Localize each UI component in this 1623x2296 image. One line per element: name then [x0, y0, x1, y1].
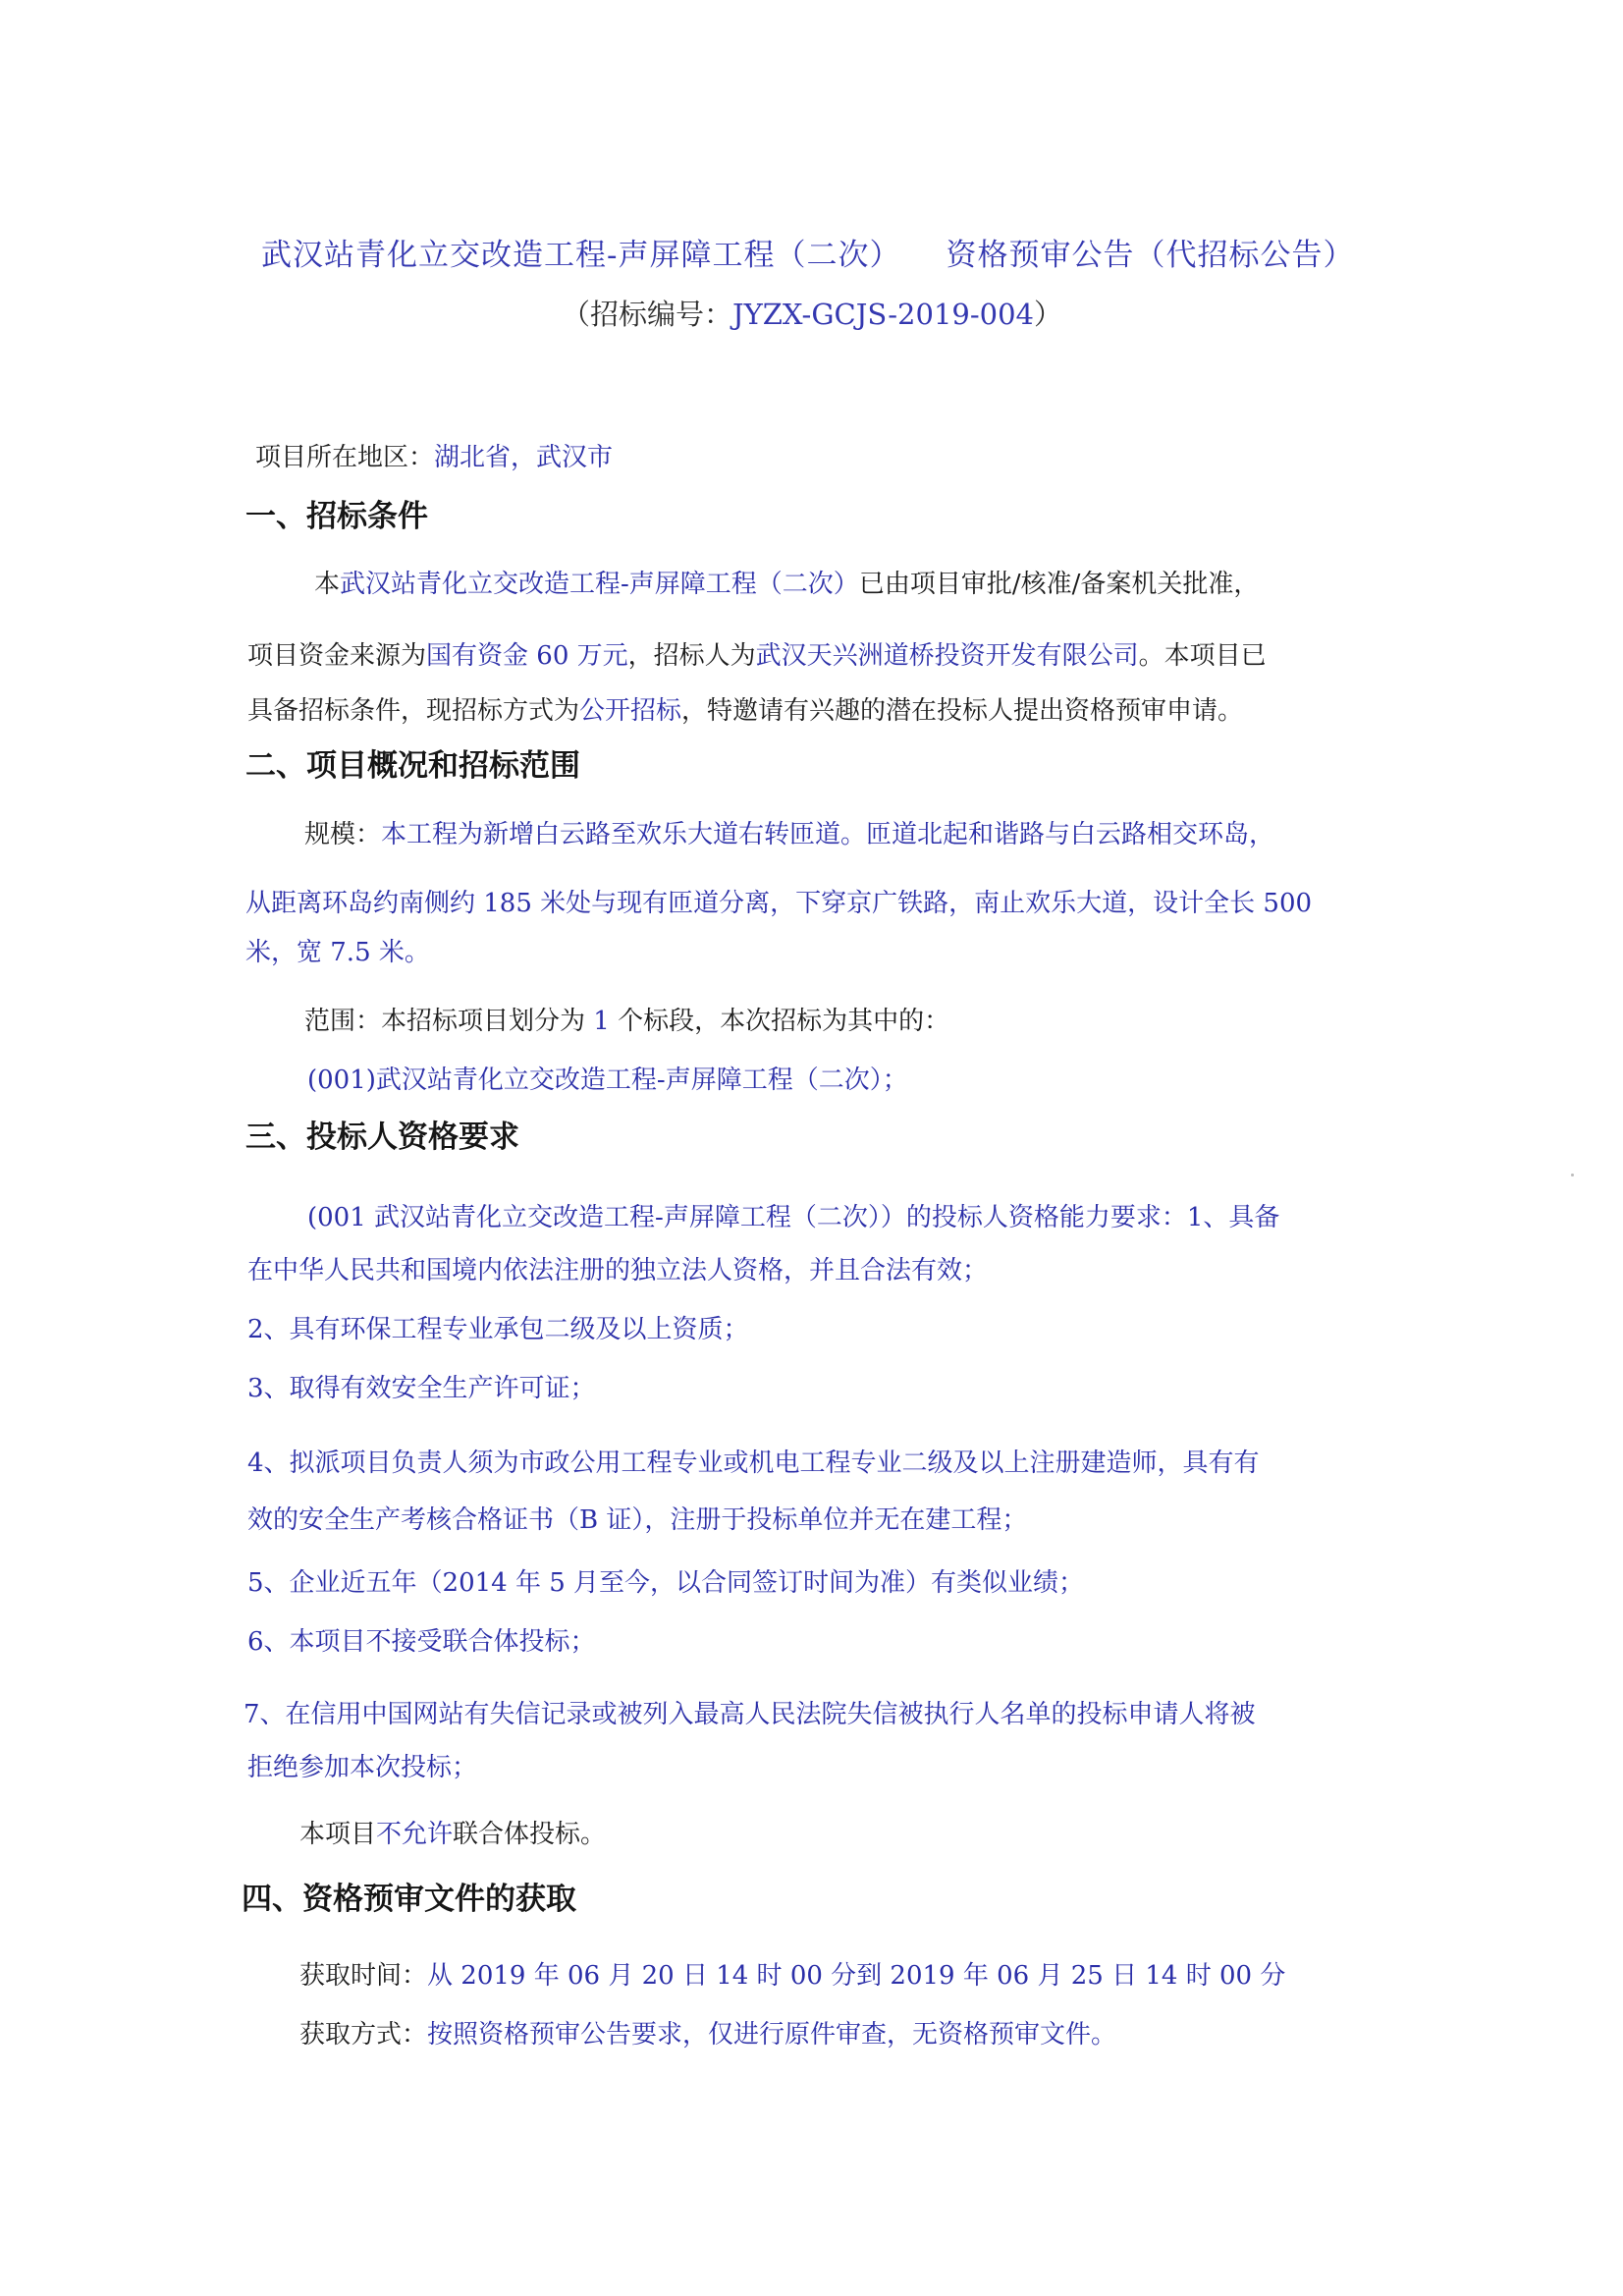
scan-speck: [1571, 1174, 1574, 1176]
joint-bid-line: 本项目不允许联合体投标。: [299, 1820, 607, 1849]
paragraph: 项目资金来源为国有资金 60 万元，招标人为武汉天兴洲道桥投资开发有限公司。本项目已: [247, 641, 1267, 671]
paragraph: 具备招标条件，现招标方式为公开招标，特邀请有兴趣的潜在投标人提出资格预审申请。: [247, 696, 1244, 726]
tender-code-value: JYZX-GCJS-2019-004: [732, 298, 1035, 331]
lot-line: (001)武汉站青化立交改造工程-声屏障工程（二次）；: [307, 1066, 908, 1095]
document-title: [261, 238, 1354, 273]
scale-line: 规模：本工程为新增白云路至欢乐大道右转匝道。匝道北起和谐路与白云路相交环岛，: [304, 820, 1275, 849]
scale-line: 从距离环岛约南侧约 185 米处与现有匝道分离，下穿京广铁路，南止欢乐大道，设计全长 500: [245, 889, 1313, 918]
requirement-line: 2、具有环保工程专业承包二级及以上资质；: [247, 1315, 749, 1344]
scale-line: 米，宽 7.5 米。: [245, 938, 430, 967]
requirement-line: 效的安全生产考核合格证书（B 证），注册于投标单位并无在建工程；: [247, 1505, 1028, 1535]
project-region-value: 湖北省，武汉市: [434, 443, 614, 472]
requirement-line: 4、拟派项目负责人须为市政公用工程专业或机电工程专业二级及以上注册建造师，具有有: [247, 1449, 1260, 1478]
section-heading-1: 一、招标条件: [245, 499, 428, 534]
requirement-line: 5、企业近五年（2014 年 5 月至今，以合同签订时间为准）有类似业绩；: [247, 1568, 1085, 1598]
section-heading-2: 二、项目概况和招标范围: [245, 748, 580, 784]
requirement-line: 7、在信用中国网站有失信记录或被列入最高人民法院失信被执行人名单的投标申请人将被: [243, 1700, 1256, 1729]
requirement-line: 拒绝参加本次投标；: [247, 1753, 478, 1782]
section-heading-4: 四、资格预审文件的获取: [242, 1882, 576, 1917]
paragraph: 本武汉站青化立交改造工程-声屏障工程（二次）已由项目审批/核准/备案机关批准，: [314, 570, 1260, 599]
section-heading-3: 三、投标人资格要求: [245, 1120, 519, 1155]
requirement-line: 在中华人民共和国境内依法注册的独立法人资格，并且合法有效；: [247, 1256, 989, 1285]
acquire-method: 获取方式：按照资格预审公告要求，仅进行原件审查，无资格预审文件。: [299, 2020, 1117, 2050]
range-line: 范围：本招标项目划分为 1 个标段，本次招标为其中的：: [304, 1007, 950, 1036]
project-region: 项目所在地区：湖北省，武汉市: [255, 443, 614, 472]
acquire-time: 获取时间：从 2019 年 06 月 20 日 14 时 00 分到 2019 年 06 月 25 日 14 时 00 分: [299, 1961, 1286, 1991]
tender-code: （招标编号：JYZX-GCJS-2019-004）: [562, 298, 1063, 331]
requirement-line: (001 武汉站青化立交改造工程-声屏障工程（二次））的投标人资格能力要求：1、具备: [307, 1203, 1280, 1232]
title-suffix: 资格预审公告（代招标公告）: [946, 238, 1355, 273]
requirement-line: 3、取得有效安全生产许可证；: [247, 1374, 596, 1403]
requirement-line: 6、本项目不接受联合体投标；: [247, 1627, 596, 1657]
title-project-name: 武汉站青化立交改造工程-声屏障工程（二次）: [261, 238, 901, 273]
